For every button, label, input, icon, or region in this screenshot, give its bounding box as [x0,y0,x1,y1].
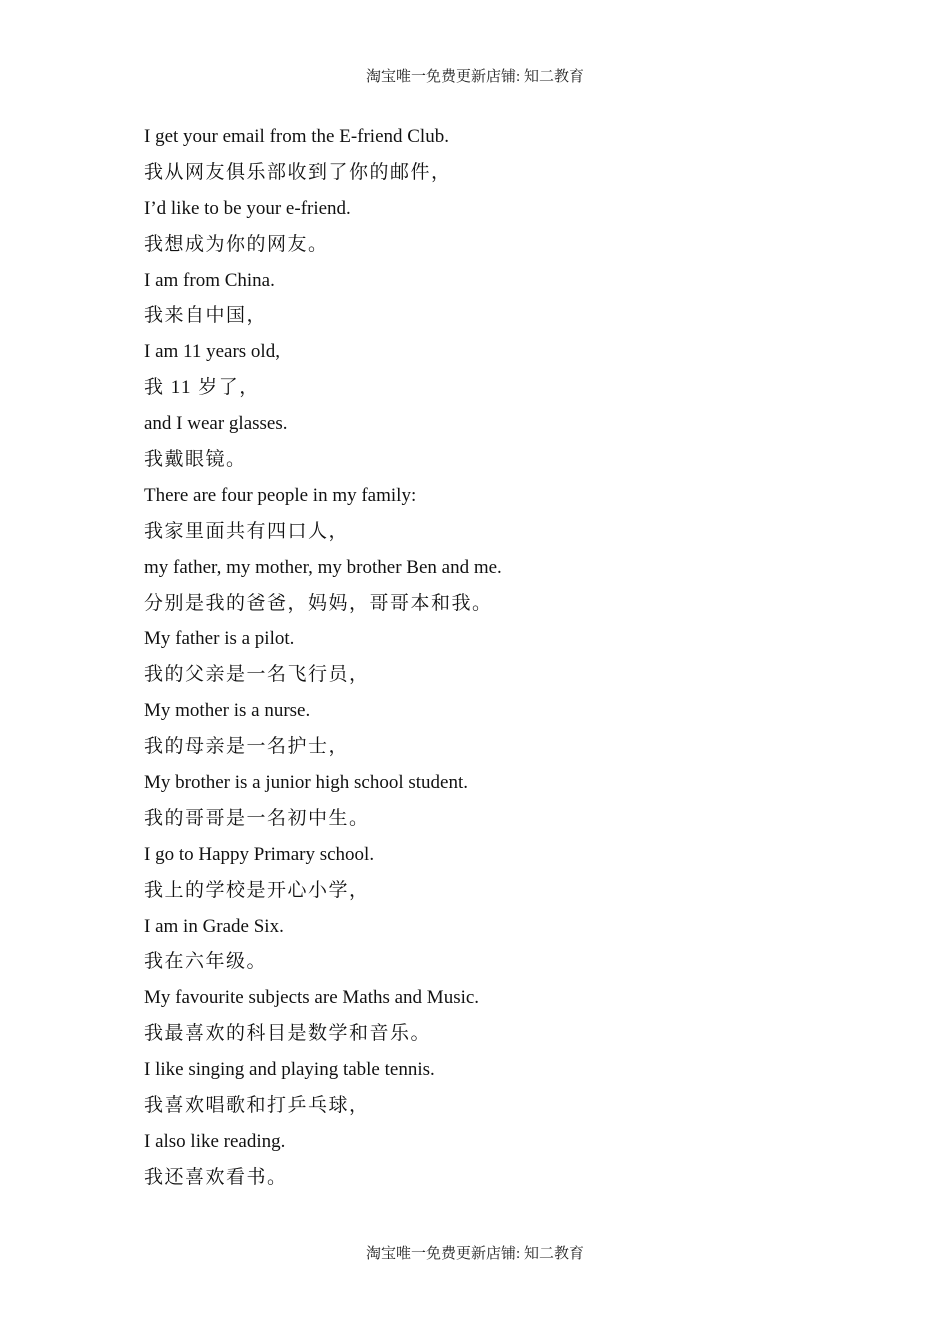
text-line-chinese: 我上的学校是开心小学， [144,879,370,901]
page-header: 淘宝唯一免费更新店铺: 知二教育 [366,69,584,85]
text-line-english: I go to Happy Primary school. [144,843,375,865]
text-line-chinese: 我从网友俱乐部收到了你的邮件， [144,161,452,183]
text-line-chinese: 我的哥哥是一名初中生。 [144,807,370,829]
text-line-chinese: 分别是我的爸爸，妈妈，哥哥本和我。 [144,592,493,614]
text-line-english: I am 11 years old, [144,341,280,363]
page-footer: 淘宝唯一免费更新店铺: 知二教育 [366,1246,584,1262]
text-line-chinese: 我家里面共有四口人， [144,520,350,542]
text-line-english: I am from China. [144,269,275,291]
text-line-english: I like singing and playing table tennis. [144,1059,435,1081]
text-line-chinese: 我的母亲是一名护士， [144,736,350,758]
text-line-chinese: 我在六年级。 [144,951,268,973]
text-line-english: My mother is a nurse. [144,700,311,722]
text-line-english: I get your email from the E-friend Club. [144,126,449,147]
text-line-english: There are four people in my family: [144,484,417,506]
text-line-chinese: 我的父亲是一名飞行员， [144,664,370,686]
text-line-chinese: 我想成为你的网友。 [144,233,329,255]
text-line-english: and I wear glasses. [144,413,288,435]
text-line-chinese: 我戴眼镜。 [144,449,247,471]
text-line-english: My brother is a junior high school student. [144,772,469,794]
text-line-english: I’d like to be your e-friend. [144,197,351,219]
text-line-chinese: 我来自中国， [144,305,268,327]
text-line-chinese: 我喜欢唱歌和打乒乓球， [144,1095,370,1117]
text-line-chinese: 我最喜欢的科目是数学和音乐。 [144,1023,432,1045]
text-line-english: I am in Grade Six. [144,915,284,937]
text-line-chinese: 我还喜欢看书。 [144,1166,288,1188]
text-line-english: My father is a pilot. [144,628,295,650]
text-line-english: I also like reading. [144,1130,286,1152]
text-line-english: My favourite subjects are Maths and Music. [144,987,480,1009]
text-line-english: my father, my mother, my brother Ben and me. [144,556,502,578]
document-body [144,124,844,1201]
text-line-chinese: 我 11 岁了， [144,377,260,399]
